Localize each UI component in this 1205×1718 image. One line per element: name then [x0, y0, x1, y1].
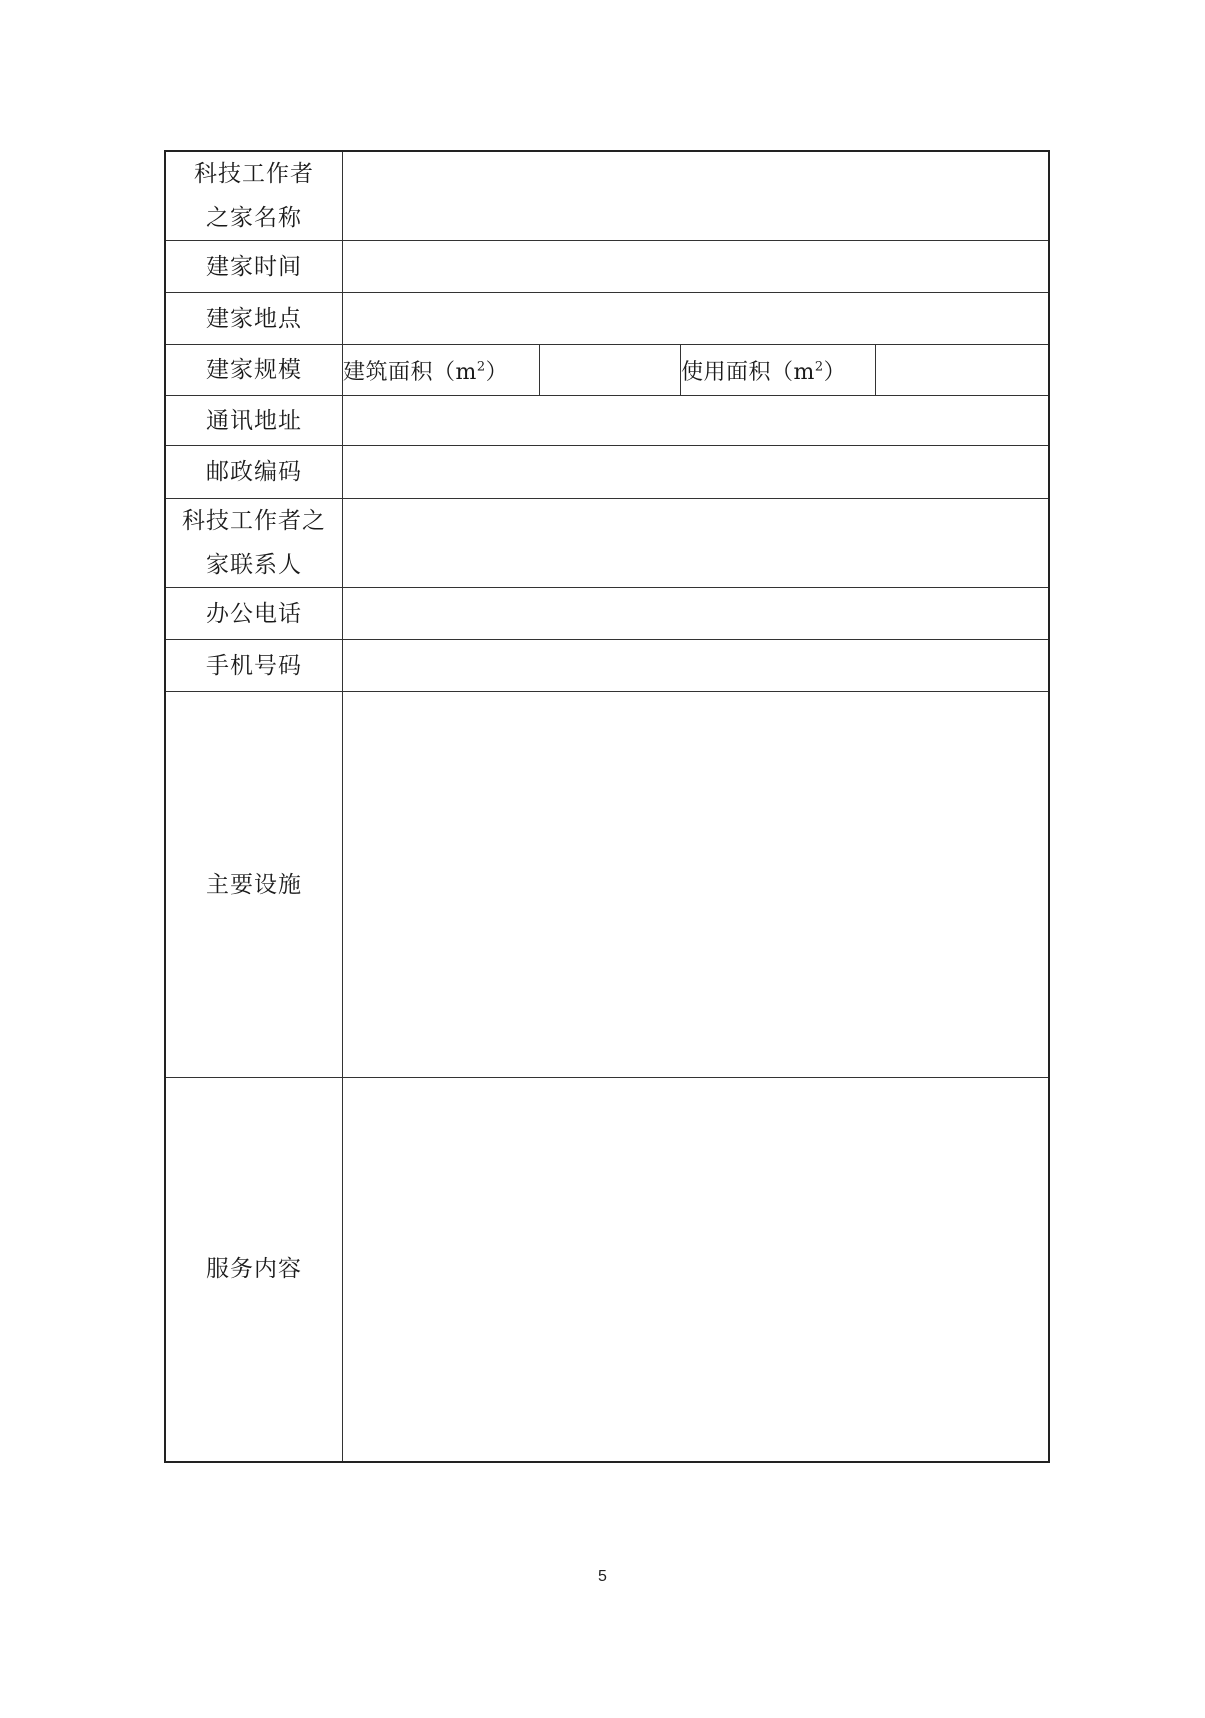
name-label [165, 151, 343, 241]
address-label: 通讯地址 [165, 396, 343, 446]
build-location-label: 建家地点 [165, 293, 343, 345]
building-area-value[interactable] [540, 345, 681, 395]
building-area-sup: 2 [476, 359, 486, 375]
build-location-value[interactable] [343, 293, 1050, 345]
service-content-label: 服务内容 [165, 1078, 343, 1462]
build-scale-label: 建家规模 [165, 345, 343, 396]
name-value[interactable] [343, 151, 1050, 241]
building-area-text: 建筑面积（m [343, 359, 477, 385]
build-scale-value [343, 345, 1050, 396]
info-form-table [164, 150, 1050, 1463]
contact-label-line1: 科技工作者之 [182, 508, 326, 534]
postcode-label: 邮政编码 [165, 446, 343, 499]
main-facilities-value[interactable] [343, 692, 1050, 1078]
building-area-paren: ） [485, 359, 509, 385]
usage-area-label [681, 345, 876, 395]
name-label-line2: 之家名称 [206, 205, 302, 231]
usage-area-text: 使用面积（m [681, 359, 815, 385]
postcode-value[interactable] [343, 446, 1050, 499]
build-time-label: 建家时间 [165, 241, 343, 293]
service-content-value[interactable] [343, 1078, 1050, 1462]
mobile-label: 手机号码 [165, 640, 343, 692]
build-time-value[interactable] [343, 241, 1050, 293]
contact-label-line2: 家联系人 [206, 552, 302, 578]
name-label-line1: 科技工作者 [194, 161, 314, 187]
office-phone-value[interactable] [343, 588, 1050, 640]
usage-area-sup: 2 [814, 359, 824, 375]
address-value[interactable] [343, 396, 1050, 446]
usage-area-paren: ） [823, 359, 847, 385]
usage-area-value[interactable] [876, 345, 1049, 395]
contact-value[interactable] [343, 499, 1050, 588]
building-area-label [343, 345, 540, 395]
area-subtable [343, 345, 1048, 395]
office-phone-label: 办公电话 [165, 588, 343, 640]
mobile-value[interactable] [343, 640, 1050, 692]
page-number: 5 [598, 1568, 607, 1585]
contact-label [165, 499, 343, 588]
main-facilities-label: 主要设施 [165, 692, 343, 1078]
